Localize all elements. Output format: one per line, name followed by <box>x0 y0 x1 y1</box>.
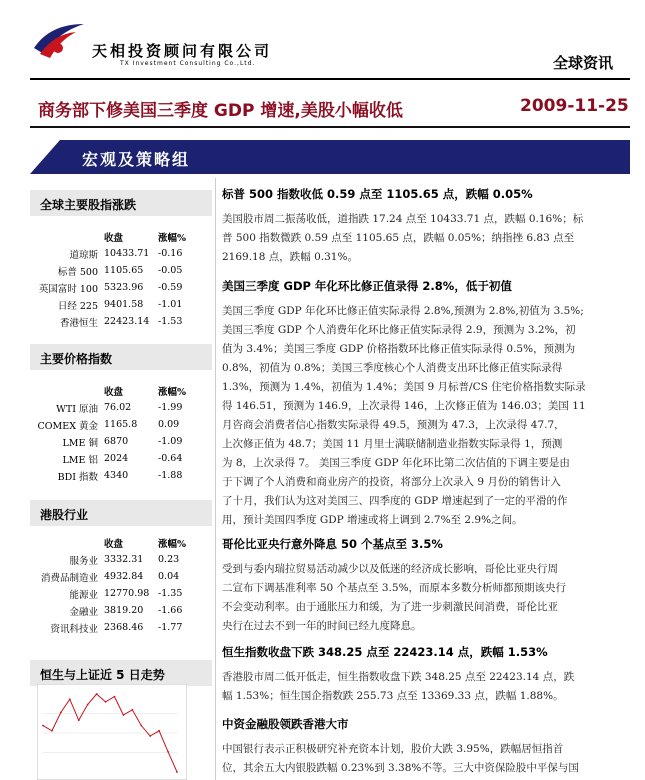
hk-sectors-section-header <box>30 500 212 526</box>
article-line: 美国三季度 GDP 个人消费年化环比修正值实际录得 2.9，预测为 3.2%，初 <box>222 324 576 336</box>
indices-section-title: 全球主要股指涨跌 <box>40 198 137 212</box>
article-line: 用，预计美国四季度 GDP 增速或将上调到 2.7%至 2.9%之间。 <box>222 514 523 526</box>
data-point <box>167 751 169 753</box>
data-point <box>51 730 53 732</box>
article-line: 位，其余五大内银股跌幅 0.23%到 3.38%不等。三大中资保险股中平保与国 <box>222 762 579 774</box>
table-row <box>30 585 208 602</box>
row-close: 1165.8 <box>104 419 138 430</box>
title-rule <box>30 126 630 128</box>
col-header-change: 涨幅% <box>158 386 187 398</box>
row-name: 标普 500 <box>57 266 98 278</box>
article-line: 美国股市周二振荡收低，道指跌 17.24 点至 10433.71 点，跌幅 0.16%；标 <box>222 213 584 225</box>
prices-section-title: 主要价格指数 <box>40 352 113 366</box>
article-title: 美国三季度 GDP 年化环比修正值录得 2.8%，低于初值 <box>222 279 512 293</box>
row-close: 10433.71 <box>104 248 150 259</box>
company-name: 天相投资顾问有限公司 <box>92 42 273 60</box>
col-header-change: 涨幅% <box>158 232 187 244</box>
data-point <box>176 771 178 773</box>
row-close: 3819.20 <box>104 605 144 616</box>
row-change: 0.09 <box>158 419 180 430</box>
row-change: -1.09 <box>158 436 183 447</box>
data-point <box>149 735 151 737</box>
row-name: BDI 指数 <box>57 471 98 483</box>
article-title: 中资金融股领跌香港大市 <box>222 717 349 731</box>
article-line: 央行在过去不到一年的时间已经九度降息。 <box>222 620 422 632</box>
row-change: -1.35 <box>158 588 183 599</box>
hk-sectors-section-title: 港股行业 <box>40 508 89 522</box>
table-row <box>30 619 208 636</box>
table-row <box>30 433 208 450</box>
row-name: 金融业 <box>69 606 98 618</box>
indices-section-header <box>30 190 212 216</box>
company-name-en: TX Investment Consulting Co.,Ltd. <box>120 60 256 67</box>
col-header-close: 收盘 <box>104 386 124 398</box>
row-change: -0.16 <box>158 248 183 259</box>
row-close: 6870 <box>104 436 129 447</box>
row-change: -1.99 <box>158 402 183 413</box>
row-change: -1.01 <box>158 299 183 310</box>
article-title: 标普 500 指数收低 0.59 点至 1105.65 点，跌幅 0.05% <box>222 187 533 201</box>
data-point <box>60 711 62 713</box>
data-point <box>131 709 133 711</box>
article-line: 受到与委内瑞拉贸易活动减少以及低迷的经济成长影响，哥伦比亚央行周 <box>222 563 558 575</box>
row-name: COMEX 黄金 <box>37 420 98 432</box>
row-name: 香港恒生 <box>59 317 98 329</box>
table-row <box>30 450 208 467</box>
table-row <box>30 296 208 313</box>
row-close: 4340 <box>104 470 129 481</box>
company-logo-icon <box>30 18 86 60</box>
row-change: 0.04 <box>158 571 180 582</box>
row-close: 22423.14 <box>104 316 150 327</box>
article-line: 普 500 指数微跌 0.59 点至 1105.65 点，跌幅 0.05%；纳指挫 6.83 点至 <box>222 232 575 244</box>
table-row <box>30 467 208 484</box>
table-header-row <box>30 382 208 399</box>
row-change: -1.53 <box>158 316 183 327</box>
row-name: 英国富时 100 <box>38 283 98 295</box>
row-change: -1.88 <box>158 470 183 481</box>
article-line: 值为 3.4%；美国三季度 GDP 价格指数环比修正值实际录得 0.5%，预测为 <box>222 343 576 355</box>
article-body <box>222 740 622 778</box>
col-header-close: 收盘 <box>104 538 124 550</box>
col-header-close: 收盘 <box>104 232 124 244</box>
article-line: 为 8，上次录得 7。 美国三季度 GDP 年化环比第二次估值的下调主要是由 <box>222 457 570 469</box>
article-body <box>222 560 622 636</box>
row-name: WTI 原油 <box>56 403 98 415</box>
article-body <box>222 302 622 530</box>
data-point <box>78 719 80 721</box>
header-rule <box>30 78 630 80</box>
data-point <box>87 704 89 706</box>
row-change: -1.66 <box>158 605 183 616</box>
row-change: 0.23 <box>158 554 180 565</box>
row-change: -0.59 <box>158 282 183 293</box>
article-body <box>222 210 622 267</box>
row-name: LME 铜 <box>62 437 98 449</box>
data-point <box>114 696 116 698</box>
row-close: 9401.58 <box>104 299 144 310</box>
table-row <box>30 245 208 262</box>
col-header-change: 涨幅% <box>158 538 187 550</box>
row-change: -0.05 <box>158 265 183 276</box>
article-line: 幅 1.53%；恒生国企指数跌 255.73 点至 13369.33 点，跌幅 1.88%。 <box>222 690 564 702</box>
article-line: 二宣布下调基准利率 50 个基点至 3.5%，而原本多数分析师都预期该央行 <box>222 582 567 594</box>
data-point <box>96 693 98 695</box>
table-row <box>30 602 208 619</box>
article-line: 得 146.51，预测为 146.9，上次录得 146，上次修正值为 146.03；美国 11 <box>222 400 586 412</box>
row-name: 服务业 <box>69 555 98 567</box>
table-row <box>30 279 208 296</box>
article-line: 中国银行表示正积极研究补充资本计划，股价大跌 3.95%，跌幅居恒指首 <box>222 743 564 755</box>
row-close: 2024 <box>104 453 129 464</box>
chart-section-header <box>30 660 212 686</box>
table-row <box>30 568 208 585</box>
article-line: 香港股市周二低开低走，恒生指数收盘下跌 348.25 点至 22423.14 点，跌 <box>222 671 575 683</box>
article-line: 了十月，我们认为这对美国三、四季度的 GDP 增速起到了一定的平滑的作 <box>222 495 568 507</box>
article-line: 不会变动利率。由于通胀压力和缓，为了进一步刺激民间消费，哥伦比亚 <box>222 601 558 613</box>
hsi-trend-chart <box>37 684 187 780</box>
row-change: -1.77 <box>158 622 183 633</box>
article-line: 月咨商会消费者信心指数实际录得 49.5，预测为 47.3，上次录得 47.7， <box>222 419 565 431</box>
article-body <box>222 668 622 706</box>
page-title: 商务部下修美国三季度 GDP 增速,美股小幅收低 <box>38 101 403 121</box>
chart-title: 恒生与上证近 5 日走势 <box>40 668 165 682</box>
row-name: 资讯科技业 <box>50 623 98 635</box>
table-row <box>30 416 208 433</box>
indices-table <box>30 228 208 330</box>
data-point <box>158 730 160 732</box>
row-name: 能源业 <box>69 589 98 601</box>
row-name: 日经 225 <box>57 300 98 312</box>
article-line: 于下调了个人消费和商业房产的投资，将部分上次录入 9 月份的销售计入 <box>222 476 561 488</box>
row-change: -0.64 <box>158 453 183 464</box>
group-title: 宏观及策略组 <box>82 150 191 169</box>
data-point <box>42 725 44 727</box>
row-name: 消费品制造业 <box>40 572 98 584</box>
row-close: 1105.65 <box>104 265 144 276</box>
row-close: 12770.98 <box>104 588 150 599</box>
row-close: 2368.46 <box>104 622 144 633</box>
row-close: 4932.84 <box>104 571 144 582</box>
row-close: 76.02 <box>104 402 132 413</box>
data-point <box>123 714 125 716</box>
column-divider <box>215 178 216 780</box>
table-header-row <box>30 228 208 245</box>
table-row <box>30 313 208 330</box>
table-row <box>30 262 208 279</box>
table-row <box>30 399 208 416</box>
hk-sectors-table <box>30 534 208 636</box>
prices-section-header <box>30 344 212 370</box>
row-name: LME 铝 <box>62 454 98 466</box>
report-section-label: 全球资讯 <box>553 54 614 72</box>
report-date: 2009-11-25 <box>520 96 629 116</box>
row-name: 道琼斯 <box>69 249 98 261</box>
article-line: 上次修正值为 48.7；美国 11 月里士满联储制造业指数实际录得 1，预测 <box>222 438 563 450</box>
data-point <box>140 725 142 727</box>
article-title: 恒生指数收盘下跌 348.25 点至 22423.14 点，跌幅 1.53% <box>222 645 548 659</box>
row-close: 3332.31 <box>104 554 144 565</box>
article-line: 2169.18 点，跌幅 0.31%。 <box>222 251 358 263</box>
article-line: 美国三季度 GDP 年化环比修正值实际录得 2.8%,预测为 2.8%,初值为 3.5%; <box>222 305 584 317</box>
prices-table <box>30 382 208 484</box>
table-header-row <box>30 534 208 551</box>
data-point <box>105 701 107 703</box>
row-close: 5323.96 <box>104 282 144 293</box>
data-point <box>69 698 71 700</box>
article-title: 哥伦比亚央行意外降息 50 个基点至 3.5% <box>222 537 443 551</box>
article-line: 0.8%，初值为 0.8%；美国三季度核心个人消费支出环比修正值实际录得 <box>222 362 563 374</box>
article-line: 1.3%，预测为 1.4%，初值为 1.4%；美国 9 月标普/CS 住宅价格指数实际录 <box>222 381 586 393</box>
table-row <box>30 551 208 568</box>
